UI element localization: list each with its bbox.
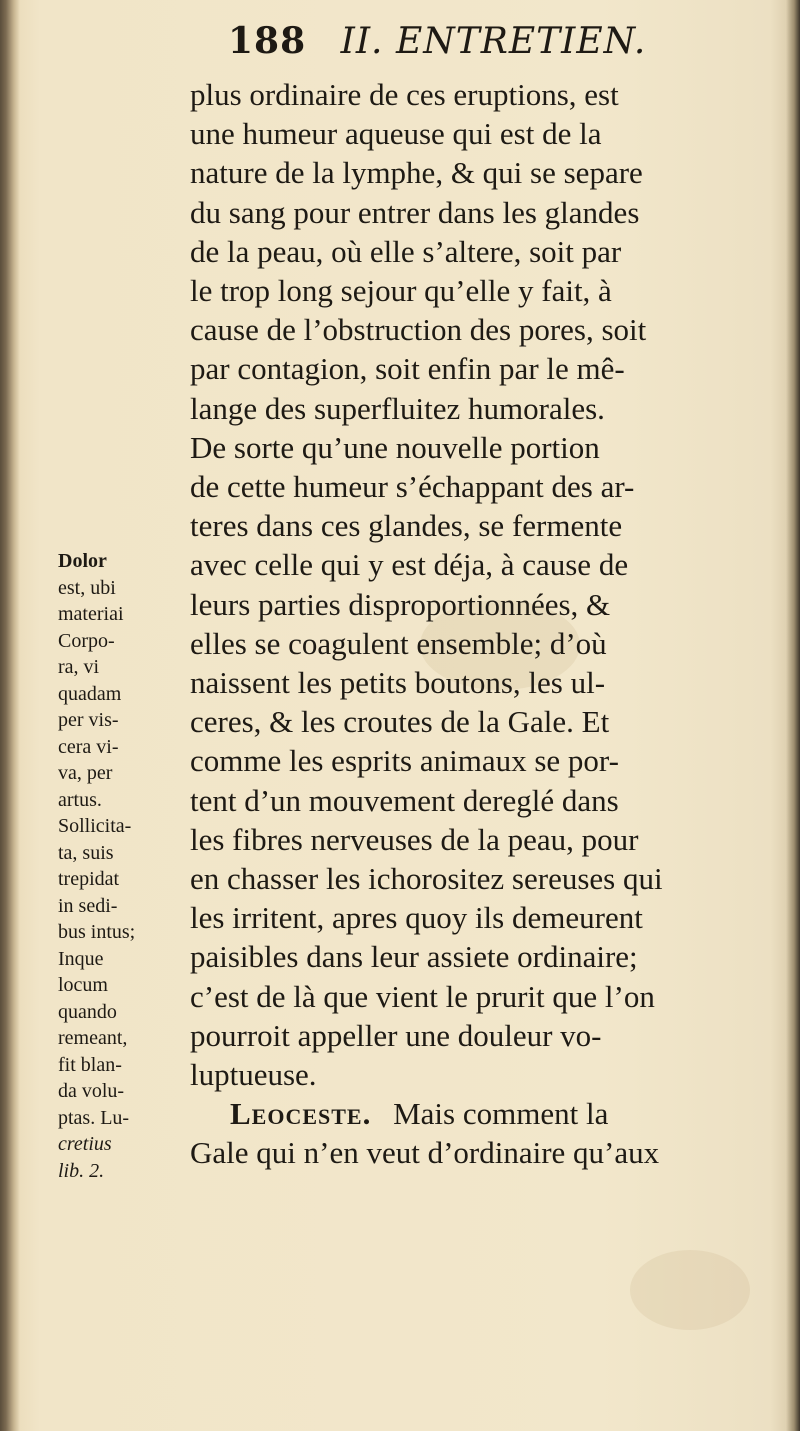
margin-note-line: ta, suis: [58, 841, 114, 864]
text-line: une humeur aqueuse qui est de la: [190, 116, 602, 152]
margin-note-line: remeant,: [58, 1027, 128, 1049]
margin-note-line: est, ubi: [58, 576, 116, 599]
margin-note-line: materiai: [58, 603, 124, 625]
margin-note-line: bus intus;: [58, 921, 136, 943]
margin-note-line: da volu-: [58, 1080, 125, 1102]
text-line: en chasser les ichorositez sereuses qui: [190, 861, 663, 897]
text-line: avec celle qui y est déja, à cause de: [190, 547, 629, 583]
running-title: II. ENTRETIEN.: [340, 21, 647, 62]
text-line: ceres, & les croutes de la Gale. Et: [190, 704, 610, 740]
speech-line: [190, 1094, 790, 1133]
margin-note-line: Corpo-: [58, 629, 115, 652]
text-line: de cette humeur s’échappant des ar-: [190, 469, 635, 505]
text-line: De sorte qu’une nouvelle portion: [190, 429, 600, 465]
paper-stain: [630, 1250, 750, 1330]
margin-note-line: va, per: [58, 762, 113, 784]
margin-note-line: per vis-: [58, 709, 119, 731]
text-line: naissent les petits boutons, les ul-: [190, 665, 606, 701]
text-line: c’est de là que vient le prurit que l’on: [190, 978, 655, 1014]
speech-text: Mais comment la: [393, 1096, 609, 1132]
margin-note-line: Dolor: [58, 550, 107, 572]
text-line: elles se coagulent ensemble; d’où: [190, 625, 607, 661]
text-line: teres dans ces glandes, se fermente: [190, 508, 623, 544]
text-line: du sang pour entrer dans les glandes: [190, 194, 640, 230]
margin-note-line: lib. 2.: [58, 1159, 105, 1182]
speaker-name: Leoceste.: [230, 1096, 372, 1132]
text-line: plus ordinaire de ces eruptions, est: [190, 77, 619, 112]
text-line: le trop long sejour qu’elle y fait, à: [190, 273, 612, 309]
page-header: [228, 20, 646, 80]
text-line: les fibres nerveuses de la peau, pour: [190, 821, 639, 857]
margin-note-line: quadam: [58, 682, 122, 705]
main-text-block: [190, 75, 790, 1173]
text-line: tent d’un mouvement dereglé dans: [190, 782, 619, 818]
text-line: lange des superfluitez humorales.: [190, 390, 605, 426]
binding-shadow: [0, 0, 20, 1431]
margin-note-line: artus.: [58, 788, 102, 811]
text-line: paisibles dans leur assiete ordinaire;: [190, 939, 638, 975]
margin-note-line: Sollicita-: [58, 815, 132, 837]
margin-note-line: ra, vi: [58, 656, 100, 678]
text-line: Gale qui n’en veut d’ordinaire qu’aux: [190, 1135, 660, 1171]
margin-note-line: Inque: [58, 947, 104, 970]
text-line: nature de la lymphe, & qui se separe: [190, 155, 643, 191]
text-line: cause de l’obstruction des pores, soit: [190, 312, 647, 348]
margin-note-line: quando: [58, 1000, 117, 1023]
text-line: comme les esprits animaux se por-: [190, 743, 619, 779]
text-line: les irritent, apres quoy ils demeurent: [190, 900, 643, 936]
margin-note-line: locum: [58, 974, 108, 996]
margin-note: [58, 548, 183, 1184]
text-line: luptueuse.: [190, 1057, 317, 1093]
margin-note-line: ptas. Lu-: [58, 1106, 130, 1129]
text-line: leurs parties disproportionnées, &: [190, 586, 611, 622]
margin-note-line: in sedi-: [58, 894, 118, 917]
text-line: par contagion, soit enfin par le mê-: [190, 351, 625, 387]
margin-note-line: cretius: [58, 1133, 112, 1155]
margin-note-line: fit blan-: [58, 1053, 122, 1076]
page-number: 188: [228, 20, 307, 62]
margin-note-line: cera vi-: [58, 735, 119, 758]
text-line: pourroit appeller une douleur vo-: [190, 1017, 602, 1053]
text-line: de la peau, où elle s’altere, soit par: [190, 233, 622, 269]
margin-note-line: trepidat: [58, 868, 120, 890]
